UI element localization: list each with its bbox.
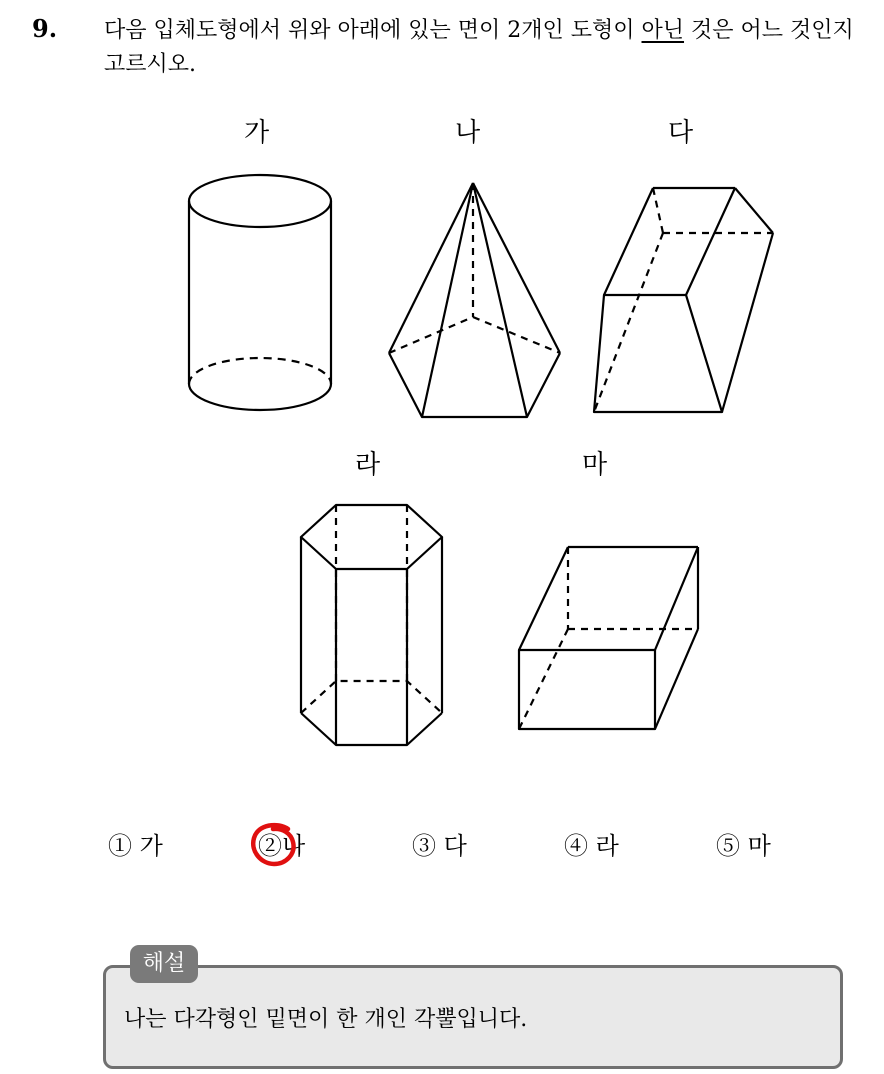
choice-1-label: 가 [139, 832, 163, 860]
choice-3-marker: ③ [412, 832, 436, 860]
choice-1[interactable] [108, 826, 163, 861]
answer-choices [0, 826, 884, 866]
choice-4[interactable] [564, 826, 619, 861]
choice-4-label: 라 [595, 832, 619, 860]
hexagonal-prism-icon [301, 505, 442, 745]
choice-5-label: 마 [747, 832, 771, 860]
figure-label-na: 나 [455, 118, 481, 148]
figure-label-ra: 라 [355, 450, 381, 480]
choice-4-marker: ④ [564, 832, 588, 860]
explanation-tag: 해설 [130, 945, 198, 983]
selected-answer-circle-icon [246, 820, 304, 870]
question-text-end: 것은 어느 것인지 고르시오. [104, 18, 854, 77]
pentagonal-pyramid-icon [389, 183, 560, 417]
question-text-emphasis: 아닌 [641, 18, 685, 43]
question-text-start: 다음 입체도형에서 위와 아래에 있는 면이 2개인 도형이 [104, 18, 642, 43]
choice-2-label: 나 [282, 832, 306, 860]
explanation-text: 나는 다각형인 밑면이 한 개인 각뿔입니다. [124, 1007, 528, 1032]
choice-5[interactable] [716, 826, 771, 861]
figure-label-da: 다 [668, 118, 694, 148]
choice-1-marker: ① [108, 832, 132, 860]
choice-3-label: 다 [443, 832, 467, 860]
quadrangular-prism-icon [594, 188, 773, 412]
figure-label-ma: 마 [582, 450, 608, 480]
question-number: 9. [32, 14, 58, 43]
choice-2-marker: ② [258, 832, 282, 860]
figure-label-ga: 가 [244, 118, 270, 148]
cylinder-icon [189, 175, 331, 410]
choice-3[interactable] [412, 826, 467, 861]
rectangular-prism-icon [519, 547, 698, 729]
choice-5-marker: ⑤ [716, 832, 740, 860]
